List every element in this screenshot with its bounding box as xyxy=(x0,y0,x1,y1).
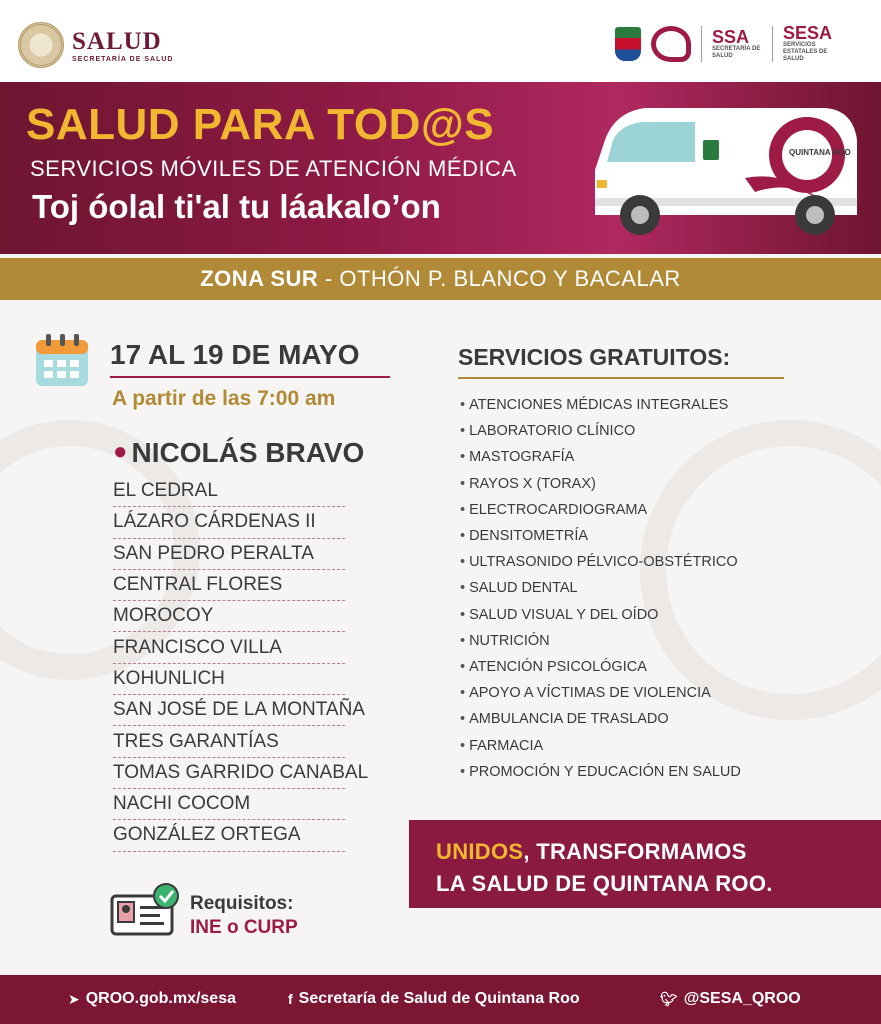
banner-title: SALUD PARA TOD@S xyxy=(26,100,495,149)
zone-municipalities: - OTHÓN P. BLANCO Y BACALAR xyxy=(318,266,681,291)
service-item: • ATENCIONES MÉDICAS INTEGRALES xyxy=(460,392,741,418)
mexico-seal-icon xyxy=(18,22,64,68)
service-item: • FARMACIA xyxy=(460,732,741,758)
location-item: GONZÁLEZ ORTEGA xyxy=(113,820,345,851)
location-item: KOHUNLICH xyxy=(113,664,345,695)
facebook-icon: f xyxy=(288,991,293,1007)
divider xyxy=(458,377,784,379)
service-item: • DENSITOMETRÍA xyxy=(460,523,741,549)
slogan-line-2: LA SALUD DE QUINTANA ROO. xyxy=(436,871,773,896)
slogan-highlight: UNIDOS xyxy=(436,839,524,864)
service-item: • RAYOS X (TORAX) xyxy=(460,471,741,497)
quintana-roo-shield-icon xyxy=(615,27,641,61)
van-logo-text: QUINTANA ROO xyxy=(789,148,851,157)
service-item: • NUTRICIÓN xyxy=(460,628,741,654)
services-list xyxy=(460,392,741,785)
sesa-logo: SESA SERVICIOS ESTATALES DE SALUD xyxy=(783,23,833,62)
service-item: • ULTRASONIDO PÉLVICO-OBSTÉTRICO xyxy=(460,549,741,575)
id-card-icon xyxy=(110,882,180,936)
location-item: FRANCISCO VILLA xyxy=(113,632,345,663)
calendar-icon xyxy=(32,330,92,390)
service-item: • SALUD DENTAL xyxy=(460,575,741,601)
requirements-label: Requisitos: xyxy=(190,893,294,914)
zone-label: ZONA SUR xyxy=(200,266,319,291)
twitter-icon: 🐦︎ xyxy=(660,990,678,1007)
location-item: MOROCOY xyxy=(113,601,345,632)
banner-subtitle: SERVICIOS MÓVILES DE ATENCIÓN MÉDICA xyxy=(30,156,517,181)
service-item: • MASTOGRAFÍA xyxy=(460,444,741,470)
slogan-line-1: UNIDOS, TRANSFORMAMOS xyxy=(436,839,747,864)
zone-bar xyxy=(0,258,881,300)
service-item: • LABORATORIO CLÍNICO xyxy=(460,418,741,444)
salud-logo xyxy=(18,22,173,68)
location-item: NACHI COCOM xyxy=(113,789,345,820)
divider xyxy=(701,26,702,62)
cursor-icon: ➤ xyxy=(68,990,80,1007)
banner-maya-text: Toj óolal ti'al tu láakalo’on xyxy=(32,188,441,225)
requirements-value: INE o CURP xyxy=(190,917,298,938)
location-item: EL CEDRAL xyxy=(113,476,345,507)
service-item: • ATENCIÓN PSICOLÓGICA xyxy=(460,654,741,680)
hero-banner xyxy=(0,82,881,254)
event-time: A partir de las 7:00 am xyxy=(112,387,336,410)
divider xyxy=(772,26,773,62)
divider xyxy=(110,376,390,378)
footer xyxy=(0,975,881,1024)
location-item: TOMAS GARRIDO CANABAL xyxy=(113,758,345,789)
ssa-logo: SSA SECRETARÍA DE SALUD xyxy=(712,26,761,59)
salud-subtitle: SECRETARÍA DE SALUD xyxy=(72,55,174,63)
service-item: • SALUD VISUAL Y DEL OÍDO xyxy=(460,602,741,628)
service-item: • ELECTROCARDIOGRAMA xyxy=(460,497,741,523)
header xyxy=(0,0,881,82)
partner-logos xyxy=(615,24,845,63)
bullet-icon: ● xyxy=(113,438,128,465)
footer-facebook[interactable]: f Secretaría de Salud de Quintana Roo xyxy=(288,990,580,1007)
main-location: ● NICOLÁS BRAVO xyxy=(113,437,365,468)
service-item: • APOYO A VÍCTIMAS DE VIOLENCIA xyxy=(460,680,741,706)
service-item: • PROMOCIÓN Y EDUCACIÓN EN SALUD xyxy=(460,759,741,785)
location-item: SAN JOSÉ DE LA MONTAÑA xyxy=(113,695,345,726)
services-title: SERVICIOS GRATUITOS: xyxy=(458,344,731,370)
slogan-box xyxy=(409,820,881,908)
footer-twitter[interactable]: 🐦︎ @SESA_QROO xyxy=(660,990,801,1007)
salud-brand: SALUD xyxy=(72,27,162,55)
footer-website[interactable]: ➤ QROO.gob.mx/sesa xyxy=(68,990,236,1007)
location-item: CENTRAL FLORES xyxy=(113,570,345,601)
mobile-clinic-van-icon xyxy=(585,100,860,235)
location-item: LÁZARO CÁRDENAS II xyxy=(113,507,345,538)
location-item: TRES GARANTÍAS xyxy=(113,726,345,757)
service-item: • AMBULANCIA DE TRASLADO xyxy=(460,706,741,732)
location-item: SAN PEDRO PERALTA xyxy=(113,539,345,570)
location-list xyxy=(113,476,369,852)
event-dates: 17 AL 19 DE MAYO xyxy=(110,339,360,370)
quintana-roo-q-icon xyxy=(651,26,691,62)
